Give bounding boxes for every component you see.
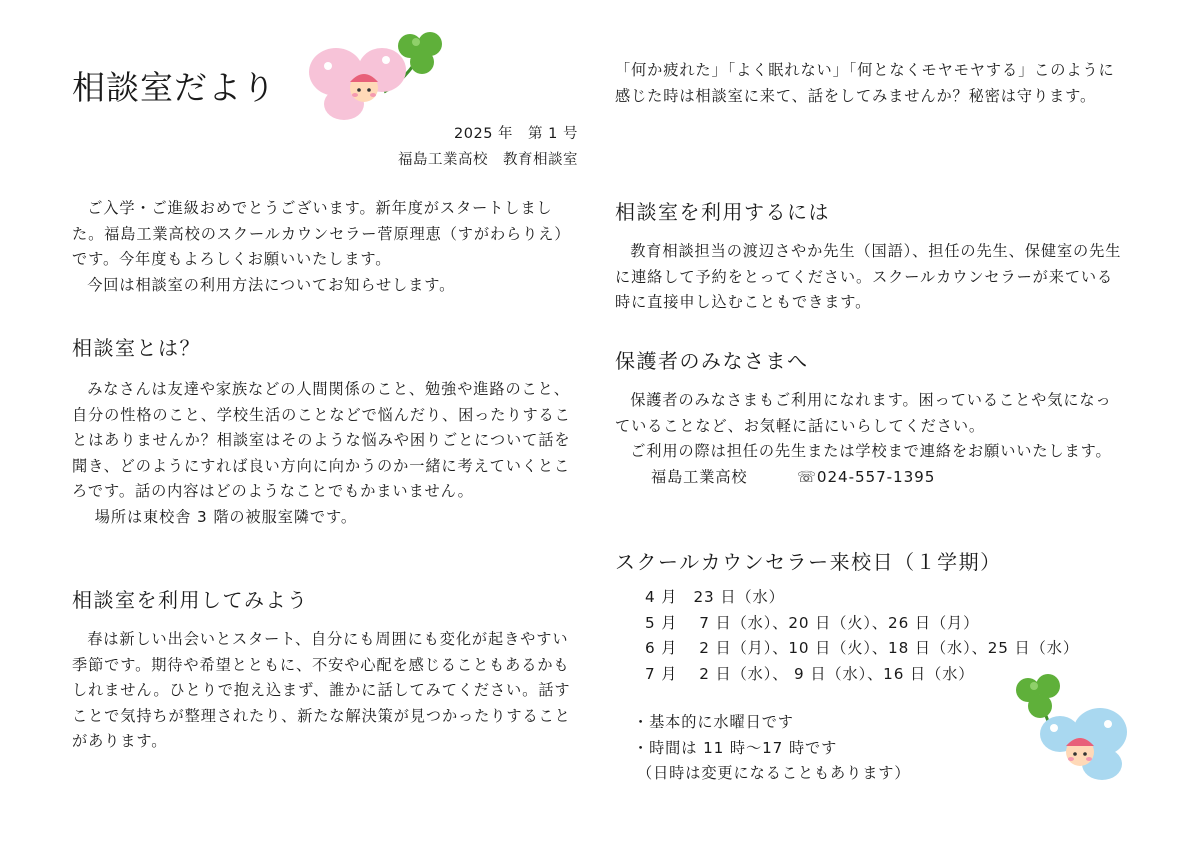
- section-body: みなさんは友達や家族などの人間関係のこと、勉強や進路のこと、自分の性格のこと、学校生活のことなどで悩んだり、困ったりすることはありませんか？相談室はそのような悩みや困りごとについて話を聞き、どのようにすれば良い方向に向かうのか一緒に考えていくところです。話の内容はどのようなことでもかまいません。: [72, 380, 571, 500]
- intro-paragraph-2: 今回は相談室の利用方法についてお知らせします。: [87, 275, 456, 294]
- contact-school: 福島工業高校: [651, 467, 748, 486]
- contact-line: [615, 465, 1127, 491]
- intro-paragraph: ご入学・ご進級おめでとうございます。新年度がスタートしました。福島工業高校のスクールカウンセラー菅原理恵（すがわらりえ）です。今年度もよろしくお願いいたします。: [72, 199, 571, 268]
- note-item: ・基本的に水曜日です: [633, 713, 794, 731]
- contact-phone[interactable]: ☏024-557-1395: [797, 467, 936, 486]
- section-body: 教育相談担当の渡辺さやか先生（国語）、担任の先生、保健室の先生に連絡して予約をとってください。スクールカウンセラーが来ている時に直接申し込むこともできます。: [615, 242, 1122, 311]
- message-text: 「何か疲れた」「よく眠れない」「何となくモヤモヤする」このように感じた時は相談室に来て、話をしてみませんか？秘密は守ります。: [615, 61, 1115, 105]
- schedule-row-june: 6 月 2 日（月）、10 日（火）、18 日（水）、25 日（水）: [645, 639, 1079, 657]
- note-item: ・時間は 11 時～17 時です: [633, 738, 838, 757]
- schedule-row-may: 5 月 7 日（水）、20 日（火）、26 日（月）: [645, 613, 980, 632]
- section-body: 春は新しい出会いとスタート、自分にも周囲にも変化が起きやすい季節です。期待や希望とともに、不安や心配を感じることもあるかもしれません。ひとりで抱え込まず、誰かに話してみてください。話すことで気持ちが整理されたり、新たな解決策が見つかったりすることがあります。: [72, 630, 571, 750]
- section-heading: スクールカウンセラー来校日（１学期）: [615, 550, 1002, 574]
- section-parents: [615, 345, 1127, 490]
- issue-number: 2025 年 第 1 号: [454, 126, 578, 142]
- page-title: 相談室だより: [72, 68, 276, 107]
- section-what: [72, 332, 584, 530]
- section-body: 保護者のみなさまもご利用になれます。困っていることや気になっていることなど、お気軽に話にいらしてください。: [615, 391, 1112, 435]
- section-schedule: [615, 546, 1127, 575]
- section-use: [615, 196, 1127, 316]
- section-heading: 保護者のみなさまへ: [615, 349, 809, 373]
- location-text: 場所は東校舎 3 階の被服室隣です。: [94, 507, 357, 526]
- schedule-dates: [645, 585, 1079, 687]
- top-right-message: [615, 58, 1127, 109]
- intro-section: [72, 196, 584, 298]
- section-heading: 相談室を利用するには: [615, 200, 830, 224]
- section-heading: 相談室を利用してみよう: [72, 588, 309, 612]
- section-heading: 相談室とは？: [72, 336, 201, 360]
- schedule-notes: [633, 710, 911, 787]
- schedule-row-april: 4 月 23 日（水）: [645, 588, 785, 606]
- blue-butterfly-illustration: [1010, 674, 1130, 786]
- pink-butterfly-illustration: [306, 30, 448, 122]
- publisher: 福島工業高校 教育相談室: [398, 152, 578, 168]
- note-item: （日時は変更になることもあります）: [637, 764, 911, 782]
- section-body-2: ご利用の際は担任の先生または学校まで連絡をお願いいたします。: [630, 442, 1112, 460]
- schedule-row-july: 7 月 2 日（水）、 9 日（水）、16 日（水）: [645, 664, 975, 683]
- section-try: [72, 584, 584, 755]
